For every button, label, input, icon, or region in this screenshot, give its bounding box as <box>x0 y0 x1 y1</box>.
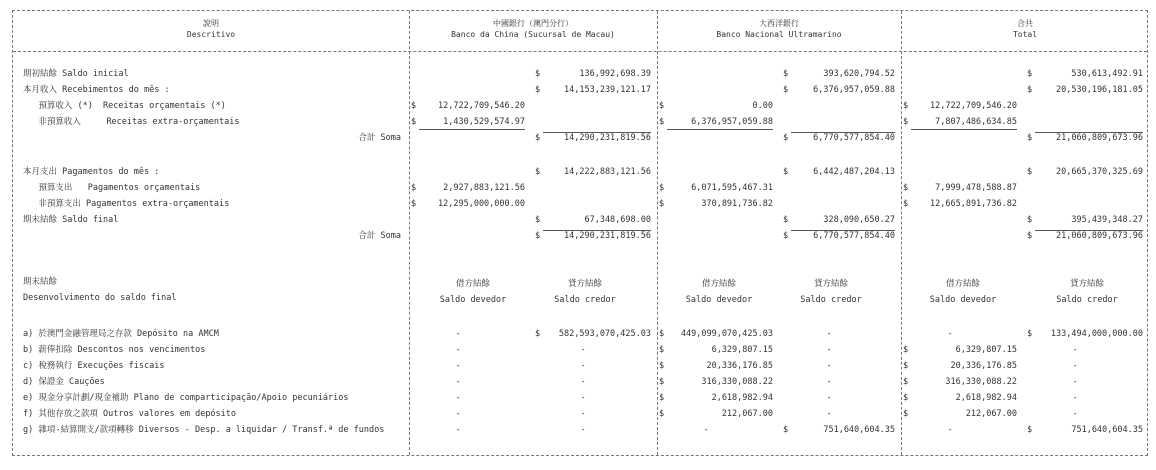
currency-sign: $ <box>1027 85 1033 95</box>
dev-row-label: d) 保證金 Cauções <box>23 377 105 387</box>
currency-sign: $ <box>783 69 789 79</box>
dash: - <box>826 377 832 387</box>
dash: - <box>455 345 461 355</box>
bnu-debit-zh: 借方結餘 <box>701 279 737 289</box>
bnu-amount: 6,376,957,059.88 <box>691 117 773 127</box>
dev-amount: 133,494,000,000.00 <box>1050 329 1143 339</box>
dash: - <box>1072 393 1078 403</box>
currency-sign: $ <box>783 425 789 435</box>
dash: - <box>826 409 832 419</box>
currency-sign: $ <box>659 117 665 127</box>
dev-title-pt: Desenvolvimento do saldo final <box>23 293 177 303</box>
currency-sign: $ <box>783 231 789 241</box>
currency-sign: $ <box>783 215 789 225</box>
subtotal-rule <box>543 132 651 133</box>
tot-credit-zh: 貸方結餘 <box>1069 279 1105 289</box>
currency-sign: $ <box>535 85 541 95</box>
bc-amount: 14,222,883,121.56 <box>564 167 651 177</box>
currency-sign: $ <box>535 215 541 225</box>
bnu-amount: 6,770,577,854.40 <box>813 133 895 143</box>
dev-row-label: c) 稅務執行 Execuções fiscais <box>23 361 165 371</box>
subtotal-rule <box>1035 230 1143 231</box>
header-bnu-pt: Banco Nacional Ultramarino <box>716 30 842 39</box>
currency-sign: $ <box>1027 215 1033 225</box>
currency-sign: $ <box>903 101 909 111</box>
currency-sign: $ <box>535 133 541 143</box>
dash: - <box>826 345 832 355</box>
row-label: 預算收入 (*) Receitas orçamentais (*) <box>23 101 226 111</box>
dash: - <box>947 425 953 435</box>
tot-debit-zh: 借方結餘 <box>945 279 981 289</box>
dev-amount: 751,640,604.35 <box>823 425 895 435</box>
bc-amount: 14,290,231,819.56 <box>564 133 651 143</box>
currency-sign: $ <box>903 183 909 193</box>
header-desc-zh: 說明 <box>203 19 219 28</box>
dash: - <box>580 425 586 435</box>
row-label: 預算支出 Pagamentos orçamentais <box>23 183 201 193</box>
header-total-zh: 合共 <box>1017 19 1033 28</box>
header-bc-pt: Banco da China (Sucursal de Macau) <box>451 30 615 39</box>
sum-label: 合計 Soma <box>358 133 401 143</box>
header-divider <box>13 51 1147 52</box>
dev-amount: 316,330,088.22 <box>945 377 1017 387</box>
currency-sign: $ <box>903 393 909 403</box>
currency-sign: $ <box>903 199 909 209</box>
bc-amount: 2,927,883,121.56 <box>443 183 525 193</box>
dash: - <box>580 393 586 403</box>
currency-sign: $ <box>411 117 417 127</box>
tot-debit-pt: Saldo devedor <box>929 295 997 305</box>
bc-amount: 14,290,231,819.56 <box>564 231 651 241</box>
currency-sign: $ <box>659 199 665 209</box>
subtotal-rule <box>667 129 773 130</box>
dev-amount: 2,618,982.94 <box>711 393 773 403</box>
bc-amount: 136,992,698.39 <box>579 69 651 79</box>
dev-amount: 582,593,070,425.03 <box>558 329 651 339</box>
currency-sign: $ <box>903 409 909 419</box>
bc-amount: 67,348,698.00 <box>584 215 651 225</box>
dash: - <box>455 377 461 387</box>
tot-amount: 21,060,809,673.96 <box>1056 231 1143 241</box>
dev-amount: 6,329,807.15 <box>711 345 773 355</box>
tot-credit-pt: Saldo credor <box>1056 295 1118 305</box>
currency-sign: $ <box>535 329 541 339</box>
bnu-amount: 328,090,650.27 <box>823 215 895 225</box>
bc-debit-pt: Saldo devedor <box>439 295 507 305</box>
column-divider <box>901 11 902 455</box>
subtotal-rule <box>911 129 1017 130</box>
bnu-amount: 370,891,736.82 <box>701 199 773 209</box>
currency-sign: $ <box>1027 231 1033 241</box>
bnu-amount: 393,620,794.52 <box>823 69 895 79</box>
row-label: 非預算收入 Receitas extra-orçamentais <box>23 117 240 127</box>
currency-sign: $ <box>1027 425 1033 435</box>
tot-amount: 21,060,809,673.96 <box>1056 133 1143 143</box>
bc-credit-pt: Saldo credor <box>554 295 616 305</box>
bnu-amount: 6,442,487,204.13 <box>813 167 895 177</box>
dev-amount: 20,336,176.85 <box>706 361 773 371</box>
header-bnu-zh: 大西洋銀行 <box>759 19 799 28</box>
dev-amount: 2,618,982.94 <box>955 393 1017 403</box>
dev-amount: 212,067.00 <box>965 409 1017 419</box>
currency-sign: $ <box>659 183 665 193</box>
dash: - <box>1072 409 1078 419</box>
currency-sign: $ <box>903 377 909 387</box>
dash: - <box>580 409 586 419</box>
currency-sign: $ <box>659 101 665 111</box>
currency-sign: $ <box>1027 69 1033 79</box>
dash: - <box>455 361 461 371</box>
bc-amount: 12,722,709,546.20 <box>438 101 525 111</box>
row-label: 本月支出 Pagamentos do mês : <box>23 167 160 177</box>
currency-sign: $ <box>535 167 541 177</box>
bnu-amount: 6,071,595,467.31 <box>691 183 773 193</box>
currency-sign: $ <box>535 231 541 241</box>
dev-amount: 751,640,604.35 <box>1071 425 1143 435</box>
currency-sign: $ <box>659 345 665 355</box>
currency-sign: $ <box>659 409 665 419</box>
dev-row-label: a) 於澳門金融管理局之存款 Depósito na AMCM <box>23 329 219 339</box>
currency-sign: $ <box>1027 167 1033 177</box>
subtotal-rule <box>791 132 895 133</box>
currency-sign: $ <box>659 377 665 387</box>
bnu-amount: 6,376,957,059.88 <box>813 85 895 95</box>
dash: - <box>826 361 832 371</box>
row-label: 期初結餘 Saldo inicial <box>23 69 129 79</box>
bnu-credit-pt: Saldo credor <box>800 295 862 305</box>
tot-amount: 12,665,891,736.82 <box>930 199 1017 209</box>
dev-amount: 20,336,176.85 <box>950 361 1017 371</box>
currency-sign: $ <box>659 329 665 339</box>
dev-amount: 449,099,070,425.03 <box>680 329 773 339</box>
currency-sign: $ <box>535 69 541 79</box>
dash: - <box>947 329 953 339</box>
bnu-amount: 6,770,577,854.40 <box>813 231 895 241</box>
dev-amount: 316,330,088.22 <box>701 377 773 387</box>
currency-sign: $ <box>783 167 789 177</box>
dev-amount: 212,067.00 <box>721 409 773 419</box>
dev-row-label: e) 現金分享計劃/現金補助 Plano de comparticipação/Apoio pecuniários <box>23 393 349 403</box>
currency-sign: $ <box>659 393 665 403</box>
column-divider <box>657 11 658 455</box>
dash: - <box>826 393 832 403</box>
header-total-pt: Total <box>1012 30 1038 39</box>
dash: - <box>455 329 461 339</box>
dev-amount: 6,329,807.15 <box>955 345 1017 355</box>
row-label: 本月收入 Recebimentos do mês : <box>23 85 170 95</box>
dash: - <box>703 425 709 435</box>
currency-sign: $ <box>411 199 417 209</box>
dash: - <box>455 425 461 435</box>
currency-sign: $ <box>659 361 665 371</box>
tot-amount: 12,722,709,546.20 <box>930 101 1017 111</box>
subtotal-rule <box>419 129 525 130</box>
dash: - <box>455 393 461 403</box>
dash: - <box>580 361 586 371</box>
tot-amount: 20,530,196,181.05 <box>1056 85 1143 95</box>
header-desc-pt: Descritivo <box>186 30 236 39</box>
currency-sign: $ <box>903 345 909 355</box>
dev-row-label: f) 其他存放之款項 Outros valores em depósito <box>23 409 237 419</box>
dev-title-zh: 期末結餘 <box>23 277 58 287</box>
subtotal-rule <box>1035 132 1143 133</box>
dash: - <box>455 409 461 419</box>
currency-sign: $ <box>411 183 417 193</box>
tot-amount: 395,439,348.27 <box>1071 215 1143 225</box>
bc-amount: 14,153,239,121.17 <box>564 85 651 95</box>
tot-amount: 20,665,370,325.69 <box>1056 167 1143 177</box>
row-label: 期末結餘 Saldo final <box>23 215 119 225</box>
row-label: 非預算支出 Pagamentos extra-orçamentais <box>23 199 230 209</box>
bnu-credit-zh: 貸方結餘 <box>813 279 849 289</box>
financial-statement-table <box>12 10 1148 456</box>
tot-amount: 7,999,478,588.87 <box>935 183 1017 193</box>
currency-sign: $ <box>783 133 789 143</box>
dash: - <box>580 377 586 387</box>
dash: - <box>1072 377 1078 387</box>
dash: - <box>826 329 832 339</box>
currency-sign: $ <box>903 361 909 371</box>
header-bc-zh: 中國銀行（澳門分行） <box>493 19 573 28</box>
dash: - <box>1072 345 1078 355</box>
dash: - <box>580 345 586 355</box>
subtotal-rule <box>543 230 651 231</box>
column-divider <box>409 11 410 455</box>
bnu-amount: 0.00 <box>752 101 773 111</box>
dash: - <box>1072 361 1078 371</box>
bc-amount: 12,295,000,000.00 <box>438 199 525 209</box>
currency-sign: $ <box>903 117 909 127</box>
currency-sign: $ <box>1027 329 1033 339</box>
bc-amount: 1,430,529,574.97 <box>443 117 525 127</box>
bnu-debit-pt: Saldo devedor <box>685 295 753 305</box>
currency-sign: $ <box>1027 133 1033 143</box>
bc-debit-zh: 借方結餘 <box>455 279 491 289</box>
tot-amount: 7,807,486,634.85 <box>935 117 1017 127</box>
dev-row-label: g) 雜項-結算開支/款項轉移 Diversos - Desp. a liquidar / Transf.ª de fundos <box>23 425 385 435</box>
tot-amount: 530,613,492.91 <box>1071 69 1143 79</box>
dev-row-label: b) 薪俸扣除 Descontos nos vencimentos <box>23 345 206 355</box>
sum-label: 合計 Soma <box>358 231 401 241</box>
currency-sign: $ <box>783 85 789 95</box>
subtotal-rule <box>791 230 895 231</box>
bc-credit-zh: 貸方結餘 <box>567 279 603 289</box>
currency-sign: $ <box>411 101 417 111</box>
